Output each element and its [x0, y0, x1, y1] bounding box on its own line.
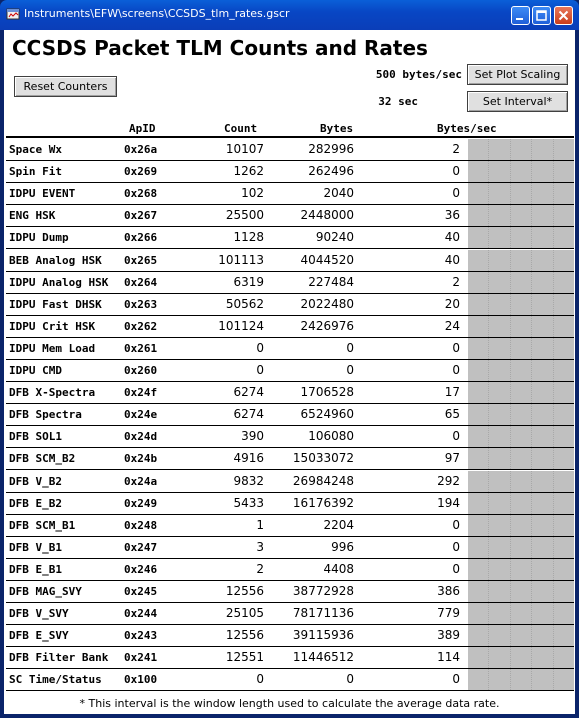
plot-gridline: [531, 669, 532, 690]
plot-gridline: [553, 294, 554, 315]
packet-apid: 0x261: [124, 341, 158, 355]
plot-gridline: [531, 227, 532, 248]
packet-apid: 0x247: [124, 540, 158, 554]
table-row: [6, 647, 574, 669]
plot-gridline: [488, 471, 489, 492]
packet-count: 2: [256, 561, 264, 576]
packet-count: 390: [241, 429, 264, 444]
plot-gridline: [553, 338, 554, 359]
packet-count: 3: [256, 539, 264, 554]
plot-gridline: [510, 669, 511, 690]
table-row: [6, 537, 574, 559]
plot-gridline: [488, 448, 489, 469]
table-row: [6, 250, 574, 272]
rate-plot: [468, 515, 574, 536]
packet-apid: 0x24f: [124, 386, 158, 400]
plot-gridline: [488, 625, 489, 646]
plot-gridline: [510, 316, 511, 337]
packet-count: 25500: [225, 208, 264, 223]
rate-plot: [468, 669, 574, 690]
packet-apid: 0x243: [124, 629, 158, 643]
plot-gridline: [488, 161, 489, 182]
plot-gridline: [553, 471, 554, 492]
packet-count: 101124: [218, 318, 264, 333]
packet-bytes: 2040: [323, 186, 354, 201]
page-title: CCSDS Packet TLM Counts and Rates: [12, 36, 428, 60]
rate-plot: [468, 294, 574, 315]
plot-gridline: [488, 647, 489, 668]
plot-gridline: [553, 426, 554, 447]
packet-rate: 2: [452, 142, 460, 156]
table-row: [6, 205, 574, 227]
packet-rate: 40: [444, 230, 460, 245]
table-row: [6, 603, 574, 625]
plot-gridline: [553, 272, 554, 293]
packet-rate: 0: [452, 517, 460, 532]
plot-gridline: [510, 382, 511, 403]
packet-count: 10107: [225, 142, 264, 156]
rate-plot: [468, 647, 574, 668]
table-row: [6, 515, 574, 537]
plot-gridline: [488, 294, 489, 315]
interval-value: 32 sec: [378, 95, 418, 108]
packet-apid: 0x100: [124, 673, 158, 687]
window-title: Instruments\EFW\screens\CCSDS_tlm_rates.gscr: [24, 7, 290, 20]
set-interval-button[interactable]: Set Interval*: [467, 91, 568, 112]
packet-rate: 0: [452, 672, 460, 687]
rate-plot: [468, 404, 574, 425]
plot-gridline: [531, 294, 532, 315]
rate-plot: [468, 559, 574, 580]
packet-count: 6319: [233, 274, 264, 289]
packet-rate: 0: [452, 164, 460, 179]
packet-apid: 0x268: [124, 187, 158, 201]
plot-gridline: [510, 183, 511, 204]
packet-bytes: 996: [331, 539, 354, 554]
packet-name: DFB X-Spectra: [9, 386, 96, 400]
rate-plot: [468, 426, 574, 447]
packet-rate: 0: [452, 539, 460, 554]
packet-apid: 0x241: [124, 651, 158, 665]
packet-apid: 0x265: [124, 253, 158, 267]
plot-gridline: [488, 426, 489, 447]
packet-rate: 0: [452, 429, 460, 444]
plot-gridline: [531, 426, 532, 447]
rate-plot: [468, 161, 574, 182]
packet-name: IDPU Analog HSK: [9, 275, 109, 289]
packet-apid: 0x244: [124, 607, 158, 621]
packet-bytes: 26984248: [292, 473, 354, 488]
table-row: [6, 404, 574, 426]
screen-content: [4, 30, 575, 714]
packet-bytes: 1706528: [300, 385, 354, 400]
plot-gridline: [531, 647, 532, 668]
plot-gridline: [531, 183, 532, 204]
header-divider: [6, 136, 574, 138]
plot-gridline: [531, 272, 532, 293]
packet-count: 1: [256, 517, 264, 532]
plot-gridline: [510, 625, 511, 646]
minimize-icon: [512, 7, 529, 24]
plot-gridline: [488, 404, 489, 425]
plot-gridline: [488, 338, 489, 359]
packet-bytes: 0: [346, 672, 354, 687]
set-plot-scaling-button[interactable]: Set Plot Scaling: [467, 64, 568, 85]
column-header-bytes-per-sec: Bytes/sec: [437, 122, 497, 135]
plot-gridline: [553, 647, 554, 668]
plot-gridline: [553, 603, 554, 624]
packet-apid: 0x24d: [124, 430, 158, 444]
packet-name: IDPU Mem Load: [9, 341, 96, 355]
packet-name: DFB V_B2: [9, 474, 62, 488]
packet-bytes: 2022480: [300, 296, 354, 311]
packet-bytes: 106080: [308, 429, 354, 444]
rate-plot: [468, 316, 574, 337]
column-header-apid: ApID: [129, 122, 156, 135]
close-button[interactable]: [554, 6, 573, 25]
plot-gridline: [488, 515, 489, 536]
plot-gridline: [488, 227, 489, 248]
packet-count: 9832: [233, 473, 264, 488]
packet-apid: 0x24a: [124, 474, 158, 488]
plot-gridline: [531, 139, 532, 160]
maximize-icon: [533, 7, 550, 24]
plot-gridline: [488, 272, 489, 293]
packet-rate: 779: [437, 606, 460, 621]
packet-count: 6274: [233, 407, 264, 422]
table-row: [6, 316, 574, 338]
packet-name: DFB V_SVY: [9, 607, 69, 621]
rate-plot: [468, 250, 574, 271]
minimize-button[interactable]: [511, 6, 530, 25]
packet-bytes: 90240: [315, 230, 354, 245]
plot-gridline: [531, 581, 532, 602]
packet-apid: 0x248: [124, 518, 158, 532]
plot-gridline: [531, 404, 532, 425]
table-row: [6, 382, 574, 404]
packet-count: 5433: [233, 495, 264, 510]
packet-count: 25105: [225, 606, 264, 621]
plot-gridline: [531, 316, 532, 337]
close-icon: [555, 7, 572, 24]
plot-gridline: [531, 161, 532, 182]
packet-count: 101113: [218, 252, 264, 267]
packet-rate: 17: [444, 385, 460, 400]
packet-bytes: 4044520: [300, 252, 354, 267]
packet-count: 1262: [233, 164, 264, 179]
packet-apid: 0x264: [124, 275, 158, 289]
table-row: [6, 227, 574, 249]
plot-gridline: [510, 603, 511, 624]
plot-gridline: [510, 139, 511, 160]
packet-rate: 292: [437, 473, 460, 488]
table-row: [6, 471, 574, 493]
plot-gridline: [488, 183, 489, 204]
plot-gridline: [553, 227, 554, 248]
plot-gridline: [510, 537, 511, 558]
packet-apid: 0x24e: [124, 408, 158, 422]
packet-name: Spin Fit: [9, 165, 62, 179]
packet-rate: 389: [437, 628, 460, 643]
table-row: [6, 183, 574, 205]
plot-gridline: [553, 625, 554, 646]
rate-plot: [468, 382, 574, 403]
packet-rate: 194: [437, 495, 460, 510]
plot-gridline: [531, 338, 532, 359]
plot-gridline: [510, 272, 511, 293]
rate-plot: [468, 603, 574, 624]
plot-gridline: [531, 515, 532, 536]
rate-plot: [468, 183, 574, 204]
plot-gridline: [510, 493, 511, 514]
packet-name: IDPU Fast DHSK: [9, 297, 102, 311]
rate-plot: [468, 272, 574, 293]
packet-apid: 0x266: [124, 231, 158, 245]
rate-plot: [468, 448, 574, 469]
plot-gridline: [531, 382, 532, 403]
plot-gridline: [531, 448, 532, 469]
packet-apid: 0x263: [124, 297, 158, 311]
plot-gridline: [531, 205, 532, 226]
packet-rate: 0: [452, 340, 460, 355]
packet-bytes: 6524960: [300, 407, 354, 422]
plot-gridline: [488, 559, 489, 580]
plot-gridline: [553, 183, 554, 204]
plot-gridline: [510, 471, 511, 492]
plot-gridline: [488, 139, 489, 160]
plot-gridline: [488, 493, 489, 514]
packet-bytes: 11446512: [292, 650, 354, 665]
packet-count: 12551: [225, 650, 264, 665]
rate-plot: [468, 338, 574, 359]
packet-apid: 0x260: [124, 364, 158, 377]
packet-apid: 0x245: [124, 585, 158, 598]
table-row: [6, 581, 574, 603]
plot-gridline: [553, 404, 554, 425]
plot-gridline: [488, 250, 489, 271]
plot-gridline: [553, 139, 554, 160]
plot-gridline: [510, 250, 511, 271]
table-row: [6, 448, 574, 470]
table-row: [6, 338, 574, 360]
plot-gridline: [553, 360, 554, 381]
packet-name: DFB E_B1: [9, 562, 62, 576]
plot-gridline: [553, 205, 554, 226]
plot-gridline: [553, 669, 554, 690]
packet-bytes: 262496: [308, 164, 354, 179]
plot-gridline: [531, 625, 532, 646]
table-row: [6, 426, 574, 448]
plot-gridline: [510, 338, 511, 359]
packet-bytes: 2426976: [300, 318, 354, 333]
plot-gridline: [531, 471, 532, 492]
packet-apid: 0x24b: [124, 452, 158, 466]
packet-bytes: 15033072: [292, 451, 354, 466]
packet-apid: 0x267: [124, 209, 158, 223]
plot-gridline: [531, 493, 532, 514]
rate-plot: [468, 537, 574, 558]
rate-plot: [468, 625, 574, 646]
plot-gridline: [553, 316, 554, 337]
packet-rate: 2: [452, 274, 460, 289]
packet-rate: 0: [452, 363, 460, 377]
plot-gridline: [553, 382, 554, 403]
packet-rate: 20: [444, 296, 460, 311]
plot-gridline: [510, 581, 511, 602]
packet-bytes: 78171136: [292, 606, 354, 621]
packet-apid: 0x249: [124, 496, 158, 510]
reset-counters-button[interactable]: Reset Counters: [14, 76, 117, 97]
packet-rate: 36: [444, 208, 460, 223]
plot-gridline: [510, 559, 511, 580]
table-row: [6, 625, 574, 647]
packet-rate: 24: [444, 318, 460, 333]
packet-bytes: 38772928: [292, 584, 354, 598]
packet-rate: 65: [444, 407, 460, 422]
packet-bytes: 282996: [308, 142, 354, 156]
packet-count: 50562: [225, 296, 264, 311]
plot-gridline: [488, 537, 489, 558]
interval-footnote: * This interval is the window length used to calculate the average data rate.: [79, 697, 500, 710]
packet-name: ENG HSK: [9, 209, 56, 223]
plot-scaling-value: 500 bytes/sec: [375, 68, 462, 81]
packet-name: IDPU CMD: [9, 364, 62, 377]
packet-bytes: 0: [346, 363, 354, 377]
plot-gridline: [531, 250, 532, 271]
rate-plot: [468, 360, 574, 381]
plot-gridline: [531, 537, 532, 558]
plot-gridline: [488, 669, 489, 690]
packet-bytes: 2448000: [300, 208, 354, 223]
packet-bytes: 39115936: [292, 628, 354, 643]
packet-rate: 386: [437, 584, 460, 598]
table-row: [6, 493, 574, 515]
plot-gridline: [488, 603, 489, 624]
plot-gridline: [510, 515, 511, 536]
packet-apid: 0x262: [124, 319, 158, 333]
packet-bytes: 2204: [323, 517, 354, 532]
table-row: [6, 360, 574, 382]
packet-name: BEB Analog HSK: [9, 253, 102, 267]
table-row: [6, 139, 574, 161]
rate-plot: [468, 493, 574, 514]
packet-name: DFB SCM_B2: [9, 452, 76, 466]
plot-gridline: [510, 448, 511, 469]
plot-gridline: [510, 360, 511, 381]
plot-gridline: [553, 581, 554, 602]
plot-gridline: [531, 603, 532, 624]
plot-gridline: [488, 382, 489, 403]
packet-count: 0: [256, 363, 264, 377]
plot-gridline: [531, 559, 532, 580]
packet-name: DFB SOL1: [9, 430, 62, 444]
packet-name: SC Time/Status: [9, 673, 102, 687]
table-row: [6, 161, 574, 183]
packet-name: DFB Spectra: [9, 408, 82, 422]
table-row: [6, 669, 574, 691]
plot-gridline: [510, 404, 511, 425]
plot-gridline: [531, 360, 532, 381]
column-header-count: Count: [224, 122, 258, 135]
maximize-button[interactable]: [532, 6, 551, 25]
packet-rate: 0: [452, 186, 460, 201]
packet-apid: 0x246: [124, 562, 158, 576]
title-bar[interactable]: [0, 0, 579, 30]
packet-count: 0: [256, 340, 264, 355]
plot-gridline: [488, 360, 489, 381]
packet-name: IDPU EVENT: [9, 187, 76, 201]
plot-gridline: [553, 448, 554, 469]
plot-gridline: [510, 161, 511, 182]
plot-gridline: [488, 205, 489, 226]
packet-name: DFB E_B2: [9, 496, 62, 510]
packet-apid: 0x269: [124, 165, 158, 179]
rate-plot: [468, 581, 574, 602]
table-row: [6, 294, 574, 316]
plot-gridline: [510, 227, 511, 248]
packet-bytes: 4408: [323, 561, 354, 576]
packet-rate: 0: [452, 561, 460, 576]
plot-gridline: [553, 250, 554, 271]
plot-gridline: [553, 493, 554, 514]
plot-gridline: [488, 316, 489, 337]
rate-plot: [468, 139, 574, 160]
packet-bytes: 16176392: [292, 495, 354, 510]
packet-count: 0: [256, 672, 264, 687]
plot-gridline: [553, 161, 554, 182]
table-row: [6, 272, 574, 294]
app-icon: [6, 7, 20, 21]
plot-gridline: [488, 581, 489, 602]
plot-gridline: [553, 537, 554, 558]
packet-bytes: 0: [346, 340, 354, 355]
packet-count: 12556: [225, 584, 264, 598]
rate-plot: [468, 205, 574, 226]
plot-gridline: [510, 647, 511, 668]
packet-rate: 40: [444, 252, 460, 267]
packet-bytes: 227484: [308, 274, 354, 289]
packet-name: Space Wx: [9, 143, 62, 156]
plot-gridline: [510, 294, 511, 315]
rate-plot: [468, 227, 574, 248]
table-row: [6, 559, 574, 581]
plot-gridline: [553, 559, 554, 580]
plot-gridline: [510, 205, 511, 226]
packet-apid: 0x26a: [124, 143, 158, 156]
packet-rate: 97: [444, 451, 460, 466]
packet-count: 6274: [233, 385, 264, 400]
packet-name: DFB MAG_SVY: [9, 585, 82, 598]
packet-rate: 114: [437, 650, 460, 665]
packet-name: IDPU Dump: [9, 231, 69, 245]
packet-name: DFB Filter Bank: [9, 651, 109, 665]
packet-count: 102: [241, 186, 264, 201]
packet-name: DFB SCM_B1: [9, 518, 76, 532]
packet-name: IDPU Crit HSK: [9, 319, 96, 333]
packet-count: 12556: [225, 628, 264, 643]
packet-count: 4916: [233, 451, 264, 466]
packet-name: DFB E_SVY: [9, 629, 69, 643]
plot-gridline: [553, 515, 554, 536]
rate-plot: [468, 471, 574, 492]
packet-count: 1128: [233, 230, 264, 245]
column-header-bytes: Bytes: [320, 122, 354, 135]
packet-name: DFB V_B1: [9, 540, 62, 554]
plot-gridline: [510, 426, 511, 447]
